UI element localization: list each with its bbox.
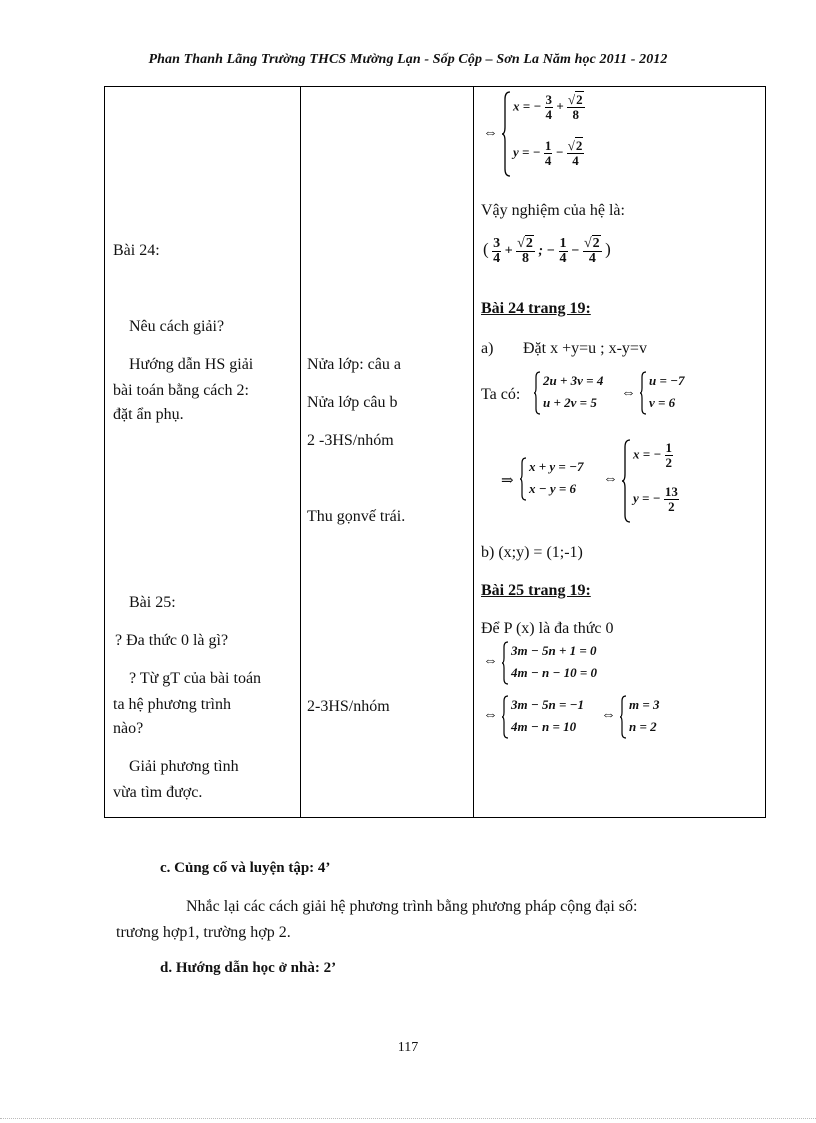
eq-mn-2: 4m − n − 10 = 0: [511, 665, 598, 680]
eq-mn-3: 3m − 5n = −1: [511, 697, 585, 712]
guide-line-1: Hướng dẫn HS giải: [129, 356, 254, 373]
simplify-left: Thu gọnvế trái.: [307, 508, 406, 525]
question-zero-poly: ? Đa thức 0 là gì?: [115, 632, 229, 649]
question-solve-1: Giải phương tình: [129, 758, 239, 775]
brace-xy-2: [621, 439, 631, 523]
zero-poly-condition: Để P (x) là đa thức 0: [481, 620, 614, 637]
brace-mn-2: [501, 695, 509, 739]
half-class-b: Nửa lớp câu b: [307, 394, 398, 411]
iff-symbol: ⇔: [483, 707, 498, 723]
brace-system-1: [501, 91, 511, 177]
guide-line-3: đặt ẩn phụ.: [113, 406, 184, 423]
eq-xy-1: x + y = −7: [529, 459, 584, 474]
footer-divider: [0, 1118, 816, 1119]
question-system-1: ? Từ gT của bài toán: [129, 670, 262, 687]
brace-uv-1: [533, 371, 541, 415]
column-divider-1: [300, 87, 301, 817]
iff-symbol: ⇔: [601, 707, 616, 723]
column-divider-2: [473, 87, 474, 817]
part-a-text: Đặt x +y=u ; x-y=v: [523, 340, 647, 357]
eq-uv-2: u + 2v = 5: [543, 395, 597, 410]
page-header: Phan Thanh Lãng Trường THCS Mường Lạn - Sốp Cộp – Sơn La Năm học 2011 - 2012: [148, 52, 668, 67]
eq-n-value: n = 2: [629, 719, 657, 734]
question-method: Nêu cách giải?: [129, 318, 225, 335]
iff-symbol: ⇔: [621, 385, 636, 401]
eq-uv-1: 2u + 3v = 4: [543, 373, 604, 388]
question-system-2: ta hệ phương trình: [113, 696, 231, 713]
bai25-label: Bài 25:: [129, 594, 176, 611]
question-system-3: nào?: [113, 720, 144, 737]
bai25-title: Bài 25 trang 19:: [481, 582, 591, 599]
eq-mn-1: 3m − 5n + 1 = 0: [511, 643, 597, 658]
question-solve-2: vừa tìm được.: [113, 784, 203, 801]
section-d-title: d. Hướng dẫn học ở nhà: 2’: [160, 960, 337, 976]
part-b-result: b) (x;y) = (1;-1): [481, 544, 583, 561]
eq-x-sys1: x = − $\frac{3}{4}$ + $\frac{√2}{8}$: [513, 92, 583, 122]
eq-v-value: v = 6: [649, 395, 676, 410]
solution-pair: ( $\frac{3}{4}$ + $\frac{√2}{8}$ ; − $\frac{1}{4}$ − $\frac{√2}{4}$ ): [483, 236, 611, 266]
eq-u-value: u = −7: [649, 373, 685, 388]
section-c-text-1: Nhắc lại các cách giải hệ phương trình bằng phương pháp cộng đại số:: [186, 898, 638, 915]
part-a-label: a): [481, 340, 494, 357]
bai24-title: Bài 24 trang 19:: [481, 300, 591, 317]
page-number: 117: [397, 1040, 419, 1055]
implies-symbol: ⇒: [501, 473, 514, 489]
brace-mn-3: [619, 695, 627, 739]
group-size-2: 2-3HS/nhóm: [307, 698, 390, 715]
iff-symbol: ⇔: [603, 471, 618, 487]
eq-m-value: m = 3: [629, 697, 660, 712]
group-size-1: 2 -3HS/nhóm: [307, 432, 394, 449]
ta-co-label: Ta có:: [481, 386, 521, 403]
bai24-label: Bài 24:: [113, 242, 160, 259]
section-c-title: c. Củng cố và luyện tập: 4’: [160, 860, 331, 876]
brace-xy-1: [519, 457, 527, 501]
section-c-text-2: trương hợp1, trường hợp 2.: [116, 924, 291, 941]
lesson-table: [104, 86, 766, 818]
brace-uv-2: [639, 371, 647, 415]
iff-symbol: ⇔: [483, 653, 498, 669]
eq-xy-2: x − y = 6: [529, 481, 577, 496]
eq-y-result: y = − $\frac{13}{2}$: [633, 484, 678, 514]
half-class-a: Nửa lớp: câu a: [307, 356, 401, 373]
guide-line-2: bài toán bằng cách 2:: [113, 382, 249, 399]
iff-symbol: ⇔: [483, 125, 498, 141]
eq-mn-4: 4m − n = 10: [511, 719, 577, 734]
brace-mn-1: [501, 641, 509, 685]
solution-intro: Vậy nghiệm của hệ là:: [481, 202, 625, 219]
eq-y-sys1: y = − $\frac{1}{4}$ − $\frac{√2}{4}$: [513, 138, 583, 168]
eq-x-result: x = − $\frac{1}{2}$: [633, 440, 673, 470]
